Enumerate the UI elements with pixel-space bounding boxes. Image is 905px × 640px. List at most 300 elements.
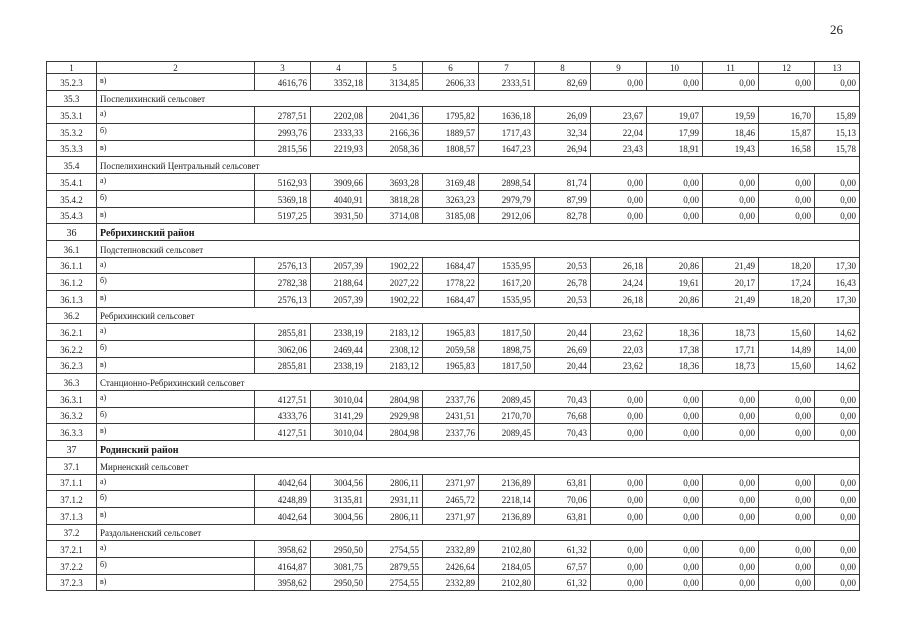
- row-code: 35.4: [47, 157, 97, 174]
- value-cell: 32,34: [535, 124, 591, 141]
- value-cell: 0,00: [703, 174, 759, 191]
- value-cell: 0,00: [591, 557, 647, 574]
- value-cell: 3062,06: [255, 341, 311, 358]
- value-cell: 0,00: [759, 174, 815, 191]
- page-number: 26: [830, 22, 843, 37]
- row-code: 37.2.1: [47, 541, 97, 558]
- column-number: 9: [591, 62, 647, 74]
- value-cell: 3693,28: [367, 174, 423, 191]
- value-cell: 0,00: [815, 474, 860, 491]
- value-cell: 2576,13: [255, 257, 311, 274]
- row-code: 36.3.3: [47, 424, 97, 441]
- value-cell: 3004,56: [311, 507, 367, 524]
- value-cell: 2183,12: [367, 357, 423, 374]
- row-variant: б): [97, 491, 255, 508]
- table-row: [47, 190, 860, 207]
- value-cell: 18,20: [759, 257, 815, 274]
- column-number-row: [47, 62, 860, 74]
- district-title: Ребрихинский район: [97, 224, 860, 241]
- column-number: 10: [647, 62, 703, 74]
- value-cell: 3135,81: [311, 491, 367, 508]
- value-cell: 3263,23: [423, 190, 479, 207]
- row-code: 36.2.1: [47, 324, 97, 341]
- value-cell: 0,00: [591, 207, 647, 224]
- value-cell: 2804,98: [367, 424, 423, 441]
- row-variant: в): [97, 424, 255, 441]
- table-row: [47, 491, 860, 508]
- value-cell: 19,43: [703, 140, 759, 157]
- value-cell: 2806,11: [367, 507, 423, 524]
- value-cell: 4042,64: [255, 507, 311, 524]
- value-cell: 4127,51: [255, 391, 311, 408]
- value-cell: 20,44: [535, 324, 591, 341]
- value-cell: 2804,98: [367, 391, 423, 408]
- value-cell: 4248,89: [255, 491, 311, 508]
- value-cell: 4616,76: [255, 74, 311, 91]
- value-cell: 0,00: [815, 407, 860, 424]
- settlement-title: Мирненский сельсовет: [97, 457, 860, 474]
- value-cell: 21,49: [703, 257, 759, 274]
- table-row: [47, 257, 860, 274]
- value-cell: 0,00: [815, 424, 860, 441]
- row-code: 35.3.1: [47, 107, 97, 124]
- value-cell: 0,00: [647, 491, 703, 508]
- value-cell: 0,00: [591, 474, 647, 491]
- value-cell: 21,49: [703, 290, 759, 307]
- value-cell: 26,18: [591, 290, 647, 307]
- value-cell: 2606,33: [423, 74, 479, 91]
- value-cell: 15,87: [759, 124, 815, 141]
- value-cell: 16,58: [759, 140, 815, 157]
- value-cell: 1535,95: [479, 290, 535, 307]
- value-cell: 3958,62: [255, 574, 311, 591]
- table-row: [47, 557, 860, 574]
- column-number: 7: [479, 62, 535, 74]
- value-cell: 2308,12: [367, 341, 423, 358]
- value-cell: 2188,64: [311, 274, 367, 291]
- value-cell: 0,00: [647, 424, 703, 441]
- value-cell: 1898,75: [479, 341, 535, 358]
- value-cell: 0,00: [703, 424, 759, 441]
- value-cell: 2993,76: [255, 124, 311, 141]
- row-code: 36.3: [47, 374, 97, 391]
- value-cell: 26,09: [535, 107, 591, 124]
- row-code: 37.1.3: [47, 507, 97, 524]
- row-code: 36.1.1: [47, 257, 97, 274]
- value-cell: 2979,79: [479, 190, 535, 207]
- value-cell: 1808,57: [423, 140, 479, 157]
- value-cell: 2218,14: [479, 491, 535, 508]
- value-cell: 70,06: [535, 491, 591, 508]
- value-cell: 0,00: [703, 391, 759, 408]
- row-code: 36.1: [47, 240, 97, 257]
- row-code: 36.1.3: [47, 290, 97, 307]
- value-cell: 1684,47: [423, 257, 479, 274]
- column-number: 1: [47, 62, 97, 74]
- value-cell: 18,73: [703, 357, 759, 374]
- row-variant: в): [97, 74, 255, 91]
- value-cell: 18,73: [703, 324, 759, 341]
- row-variant: а): [97, 257, 255, 274]
- row-variant: б): [97, 557, 255, 574]
- value-cell: 1889,57: [423, 124, 479, 141]
- row-variant: а): [97, 107, 255, 124]
- value-cell: 70,43: [535, 391, 591, 408]
- settlement-title: Раздольненский сельсовет: [97, 524, 860, 541]
- row-code: 36.2: [47, 307, 97, 324]
- value-cell: 2332,89: [423, 574, 479, 591]
- value-cell: 0,00: [703, 507, 759, 524]
- value-cell: 2426,64: [423, 557, 479, 574]
- value-cell: 14,89: [759, 341, 815, 358]
- value-cell: 0,00: [647, 174, 703, 191]
- value-cell: 20,53: [535, 257, 591, 274]
- value-cell: 0,00: [759, 190, 815, 207]
- value-cell: 3010,04: [311, 391, 367, 408]
- value-cell: 19,61: [647, 274, 703, 291]
- value-cell: 1902,22: [367, 290, 423, 307]
- settlement-title: Поспелихинский Центральный сельсовет: [97, 157, 860, 174]
- value-cell: 26,78: [535, 274, 591, 291]
- value-cell: 0,00: [703, 574, 759, 591]
- value-cell: 3081,75: [311, 557, 367, 574]
- value-cell: 0,00: [647, 207, 703, 224]
- settlement-row: [47, 307, 860, 324]
- value-cell: 4164,87: [255, 557, 311, 574]
- value-cell: 2898,54: [479, 174, 535, 191]
- value-cell: 15,13: [815, 124, 860, 141]
- value-cell: 0,00: [815, 574, 860, 591]
- settlement-row: [47, 240, 860, 257]
- value-cell: 0,00: [815, 174, 860, 191]
- value-cell: 0,00: [591, 174, 647, 191]
- value-cell: 0,00: [759, 507, 815, 524]
- value-cell: 16,43: [815, 274, 860, 291]
- value-cell: 19,59: [703, 107, 759, 124]
- column-number: 3: [255, 62, 311, 74]
- row-variant: в): [97, 207, 255, 224]
- value-cell: 23,62: [591, 324, 647, 341]
- row-variant: б): [97, 341, 255, 358]
- value-cell: 3141,29: [311, 407, 367, 424]
- value-cell: 2183,12: [367, 324, 423, 341]
- value-cell: 20,86: [647, 257, 703, 274]
- value-cell: 1717,43: [479, 124, 535, 141]
- value-cell: 5197,25: [255, 207, 311, 224]
- table-row: [47, 424, 860, 441]
- value-cell: 2332,89: [423, 541, 479, 558]
- value-cell: 26,94: [535, 140, 591, 157]
- value-cell: 0,00: [703, 207, 759, 224]
- row-variant: в): [97, 290, 255, 307]
- row-code: 35.3: [47, 90, 97, 107]
- row-code: 35.4.2: [47, 190, 97, 207]
- value-cell: 5162,93: [255, 174, 311, 191]
- value-cell: 0,00: [703, 557, 759, 574]
- value-cell: 2202,08: [311, 107, 367, 124]
- row-variant: в): [97, 574, 255, 591]
- value-cell: 2219,93: [311, 140, 367, 157]
- column-number: 2: [97, 62, 255, 74]
- settlement-row: [47, 374, 860, 391]
- table-row: [47, 407, 860, 424]
- table-row: [47, 474, 860, 491]
- settlement-row: [47, 524, 860, 541]
- table-row: [47, 357, 860, 374]
- value-cell: 17,99: [647, 124, 703, 141]
- value-cell: 61,32: [535, 574, 591, 591]
- value-cell: 15,89: [815, 107, 860, 124]
- value-cell: 1965,83: [423, 324, 479, 341]
- value-cell: 3931,50: [311, 207, 367, 224]
- value-cell: 2089,45: [479, 424, 535, 441]
- value-cell: 26,18: [591, 257, 647, 274]
- value-cell: 3134,85: [367, 74, 423, 91]
- value-cell: 3004,56: [311, 474, 367, 491]
- row-code: 36.1.2: [47, 274, 97, 291]
- row-variant: а): [97, 541, 255, 558]
- value-cell: 0,00: [703, 491, 759, 508]
- value-cell: 15,60: [759, 324, 815, 341]
- value-cell: 20,86: [647, 290, 703, 307]
- value-cell: 2337,76: [423, 391, 479, 408]
- row-code: 35.2.3: [47, 74, 97, 91]
- value-cell: 2950,50: [311, 574, 367, 591]
- value-cell: 2465,72: [423, 491, 479, 508]
- row-variant: а): [97, 391, 255, 408]
- value-cell: 2102,80: [479, 541, 535, 558]
- value-cell: 0,00: [703, 541, 759, 558]
- value-cell: 2136,89: [479, 507, 535, 524]
- value-cell: 3352,18: [311, 74, 367, 91]
- value-cell: 82,69: [535, 74, 591, 91]
- value-cell: 0,00: [815, 491, 860, 508]
- value-cell: 0,00: [759, 574, 815, 591]
- value-cell: 81,74: [535, 174, 591, 191]
- value-cell: 1817,50: [479, 324, 535, 341]
- value-cell: 0,00: [759, 74, 815, 91]
- table-row: [47, 391, 860, 408]
- value-cell: 20,17: [703, 274, 759, 291]
- value-cell: 0,00: [815, 74, 860, 91]
- value-cell: 0,00: [647, 557, 703, 574]
- value-cell: 2058,36: [367, 140, 423, 157]
- value-cell: 0,00: [647, 407, 703, 424]
- value-cell: 2950,50: [311, 541, 367, 558]
- column-number: 5: [367, 62, 423, 74]
- value-cell: 0,00: [591, 407, 647, 424]
- value-cell: 1795,82: [423, 107, 479, 124]
- value-cell: 0,00: [591, 507, 647, 524]
- value-cell: 15,60: [759, 357, 815, 374]
- value-cell: 2754,55: [367, 574, 423, 591]
- value-cell: 22,04: [591, 124, 647, 141]
- column-number: 6: [423, 62, 479, 74]
- value-cell: 70,43: [535, 424, 591, 441]
- settlement-row: [47, 457, 860, 474]
- row-variant: а): [97, 474, 255, 491]
- value-cell: 0,00: [815, 507, 860, 524]
- value-cell: 17,24: [759, 274, 815, 291]
- value-cell: 4040,91: [311, 190, 367, 207]
- row-code: 35.3.3: [47, 140, 97, 157]
- row-variant: б): [97, 407, 255, 424]
- row-variant: а): [97, 324, 255, 341]
- value-cell: 2337,76: [423, 424, 479, 441]
- value-cell: 2333,51: [479, 74, 535, 91]
- value-cell: 16,70: [759, 107, 815, 124]
- value-cell: 0,00: [647, 541, 703, 558]
- value-cell: 0,00: [815, 190, 860, 207]
- value-cell: 3185,08: [423, 207, 479, 224]
- row-code: 37.1.1: [47, 474, 97, 491]
- value-cell: 1636,18: [479, 107, 535, 124]
- value-cell: 0,00: [591, 574, 647, 591]
- value-cell: 1817,50: [479, 357, 535, 374]
- value-cell: 2333,33: [311, 124, 367, 141]
- value-cell: 2855,81: [255, 324, 311, 341]
- value-cell: 3169,48: [423, 174, 479, 191]
- value-cell: 26,69: [535, 341, 591, 358]
- value-cell: 4042,64: [255, 474, 311, 491]
- row-code: 35.4.3: [47, 207, 97, 224]
- value-cell: 2782,38: [255, 274, 311, 291]
- value-cell: 5369,18: [255, 190, 311, 207]
- value-cell: 22,03: [591, 341, 647, 358]
- row-code: 37.2.2: [47, 557, 97, 574]
- value-cell: 0,00: [703, 74, 759, 91]
- value-cell: 3010,04: [311, 424, 367, 441]
- value-cell: 1647,23: [479, 140, 535, 157]
- value-cell: 2576,13: [255, 290, 311, 307]
- value-cell: 87,99: [535, 190, 591, 207]
- value-cell: 0,00: [815, 207, 860, 224]
- table-row: [47, 274, 860, 291]
- value-cell: 2787,51: [255, 107, 311, 124]
- row-variant: а): [97, 174, 255, 191]
- value-cell: 2371,97: [423, 507, 479, 524]
- row-code: 36.3.2: [47, 407, 97, 424]
- row-variant: в): [97, 507, 255, 524]
- value-cell: 0,00: [591, 391, 647, 408]
- value-cell: 0,00: [759, 541, 815, 558]
- value-cell: 23,67: [591, 107, 647, 124]
- value-cell: 2338,19: [311, 324, 367, 341]
- value-cell: 14,00: [815, 341, 860, 358]
- value-cell: 0,00: [591, 424, 647, 441]
- row-code: 35.3.2: [47, 124, 97, 141]
- district-row: [47, 224, 860, 241]
- value-cell: 0,00: [759, 474, 815, 491]
- value-cell: 0,00: [759, 424, 815, 441]
- value-cell: 2371,97: [423, 474, 479, 491]
- value-cell: 17,30: [815, 257, 860, 274]
- value-cell: 1778,22: [423, 274, 479, 291]
- value-cell: 2931,11: [367, 491, 423, 508]
- value-cell: 0,00: [759, 491, 815, 508]
- value-cell: 63,81: [535, 474, 591, 491]
- value-cell: 20,53: [535, 290, 591, 307]
- value-cell: 76,68: [535, 407, 591, 424]
- value-cell: 15,78: [815, 140, 860, 157]
- value-cell: 0,00: [647, 74, 703, 91]
- table-body: [47, 62, 860, 591]
- value-cell: 0,00: [815, 391, 860, 408]
- table-row: [47, 174, 860, 191]
- value-cell: 23,62: [591, 357, 647, 374]
- value-cell: 24,24: [591, 274, 647, 291]
- settlement-title: Станционно-Ребрихинский сельсовет: [97, 374, 860, 391]
- value-cell: 0,00: [759, 391, 815, 408]
- value-cell: 20,44: [535, 357, 591, 374]
- value-cell: 82,78: [535, 207, 591, 224]
- value-cell: 0,00: [647, 391, 703, 408]
- value-cell: 14,62: [815, 324, 860, 341]
- table-row: [47, 324, 860, 341]
- value-cell: 2170,70: [479, 407, 535, 424]
- value-cell: 0,00: [703, 407, 759, 424]
- settlement-title: Поспелихинский сельсовет: [97, 90, 860, 107]
- table-row: [47, 140, 860, 157]
- row-code: 35.4.1: [47, 174, 97, 191]
- row-code: 36.3.1: [47, 391, 97, 408]
- value-cell: 0,00: [815, 541, 860, 558]
- value-cell: 1965,83: [423, 357, 479, 374]
- row-code: 37.1.2: [47, 491, 97, 508]
- row-variant: б): [97, 274, 255, 291]
- value-cell: 0,00: [647, 474, 703, 491]
- value-cell: 0,00: [759, 557, 815, 574]
- table-row: [47, 541, 860, 558]
- table-row: [47, 290, 860, 307]
- value-cell: 4127,51: [255, 424, 311, 441]
- value-cell: 2027,22: [367, 274, 423, 291]
- value-cell: 0,00: [703, 474, 759, 491]
- table-row: [47, 124, 860, 141]
- value-cell: 2059,58: [423, 341, 479, 358]
- column-number: 11: [703, 62, 759, 74]
- value-cell: 18,36: [647, 324, 703, 341]
- value-cell: 0,00: [591, 541, 647, 558]
- value-cell: 2136,89: [479, 474, 535, 491]
- value-cell: 2166,36: [367, 124, 423, 141]
- row-code: 37.2: [47, 524, 97, 541]
- value-cell: 1617,20: [479, 274, 535, 291]
- column-number: 12: [759, 62, 815, 74]
- value-cell: 1535,95: [479, 257, 535, 274]
- value-cell: 0,00: [647, 507, 703, 524]
- value-cell: 0,00: [647, 190, 703, 207]
- row-code: 36: [47, 224, 97, 241]
- value-cell: 2806,11: [367, 474, 423, 491]
- value-cell: 61,32: [535, 541, 591, 558]
- value-cell: 3909,66: [311, 174, 367, 191]
- value-cell: 2184,05: [479, 557, 535, 574]
- value-cell: 0,00: [759, 207, 815, 224]
- table-row: [47, 207, 860, 224]
- tariff-table: [46, 61, 860, 591]
- settlement-title: Подстепновский сельсовет: [97, 240, 860, 257]
- settlement-title: Ребрихинский сельсовет: [97, 307, 860, 324]
- value-cell: 0,00: [703, 190, 759, 207]
- value-cell: 2754,55: [367, 541, 423, 558]
- value-cell: 18,91: [647, 140, 703, 157]
- settlement-row: [47, 90, 860, 107]
- value-cell: 0,00: [591, 190, 647, 207]
- row-code: 37.1: [47, 457, 97, 474]
- row-code: 37: [47, 441, 97, 458]
- table-row: [47, 107, 860, 124]
